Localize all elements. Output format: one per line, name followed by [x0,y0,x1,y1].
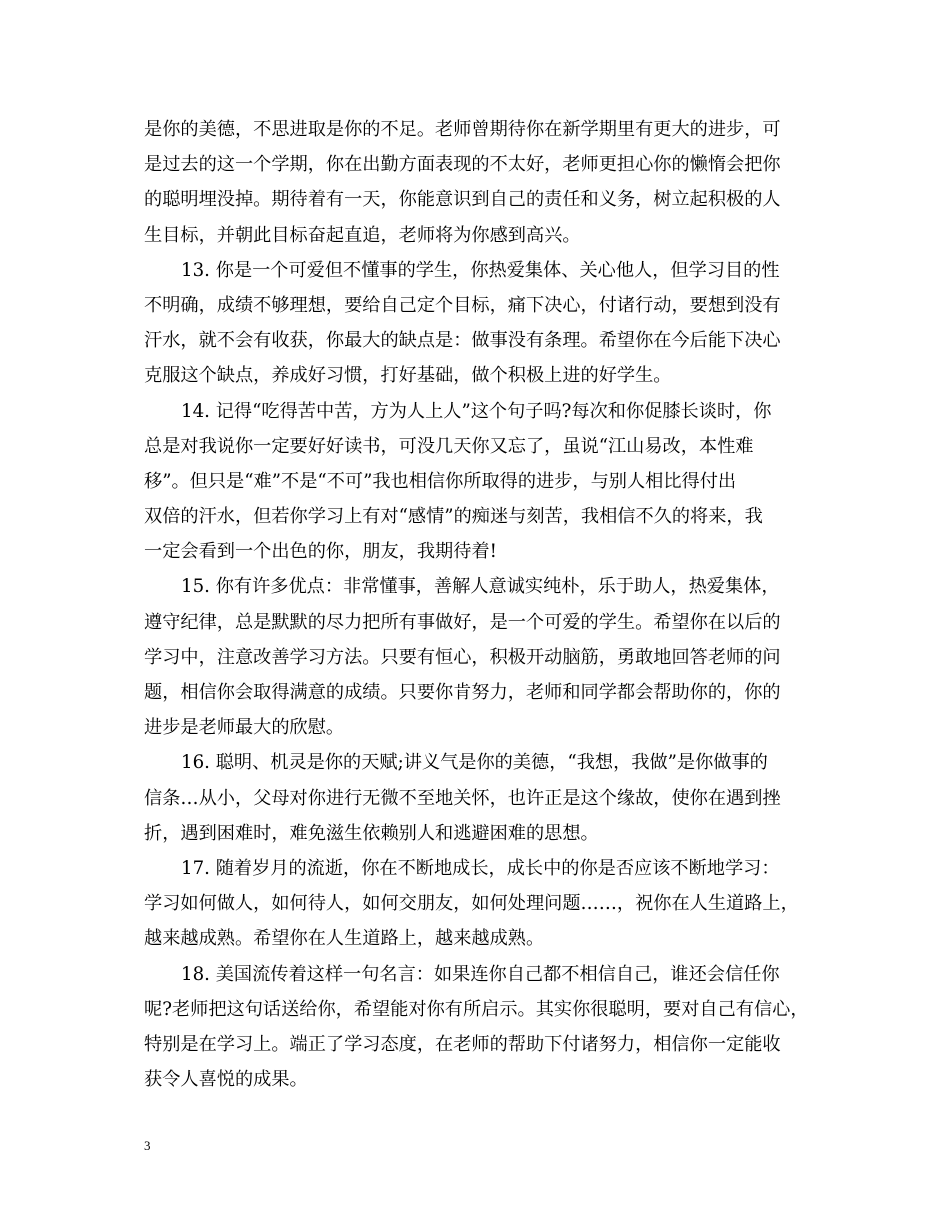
text-line: 是你的美德，不思进取是你的不足。老师曾期待你在新学期里有更大的进步，可 [144,119,781,140]
text-line: 一定会看到一个出色的你，朋友，我期待着! [144,541,497,563]
text-line: 特别是在学习上。端正了学习态度，在老师的帮助下付诸努力，相信你一定能收 [144,1033,781,1055]
text-line: 克服这个缺点，养成好习惯，打好基础，做个积极上进的好学生。 [144,365,672,387]
paragraph-start-line: 16. 聪明、机灵是你的天赋;讲义气是你的美德，“我想，我做”是你做事的 [181,752,768,774]
text-line: 汗水，就不会有收获，你最大的缺点是：做事没有条理。希望你在今后能下决心 [144,330,781,352]
paragraph-start-line: 18. 美国流传着这样一句名言：如果连你自己都不相信自己，谁还会信任你 [181,963,780,985]
paragraph-start-line: 13. 你是一个可爱但不懂事的学生，你热爱集体、关心他人，但学习目的性 [181,259,780,281]
text-line: 总是对我说你一定要好好读书，可没几天你又忘了，虽说“江山易改，本性难 [144,435,754,457]
text-line: 不明确，成绩不够理想，要给自己定个目标，痛下决心，付诸行动，要想到没有 [144,294,781,316]
text-line: 呢?老师把这句话送给你，希望能对你有所启示。其实你很聪明，要对自己有信心， [144,998,809,1020]
paragraph-start-line: 17. 随着岁月的流逝，你在不断地成长，成长中的你是否应该不断地学习： [181,857,780,879]
text-line: 是过去的这一个学期，你在出勤方面表现的不太好，老师更担心你的懒惰会把你 [144,154,781,176]
text-line: 越来越成熟。希望你在人生道路上，越来越成熟。 [144,928,545,950]
text-line: 移”。但只是“难”不是“不可”我也相信你所取得的进步，与别人相比得付出 [144,470,737,492]
text-line: 的聪明埋没掉。期待着有一天，你能意识到自己的责任和义务，树立起积极的人 [144,189,781,211]
page-number: 3 [144,1138,151,1153]
text-line: 进步是老师最大的欣慰。 [144,717,345,739]
text-line: 双倍的汗水，但若你学习上有对“感情”的痴迷与刻苦，我相信不久的将来，我 [144,506,763,528]
text-line: 题，相信你会取得满意的成绩。只要你肯努力，老师和同学都会帮助你的，你的 [144,682,781,703]
paragraph-start-line: 15. 你有许多优点：非常懂事，善解人意诚实纯朴，乐于助人，热爱集体， [181,576,780,598]
text-line: 获令人喜悦的成果。 [144,1069,308,1091]
text-line: 学习如何做人，如何待人，如何交朋友，如何处理问题……，祝你在人生道路上， [144,893,799,915]
document-body [144,112,808,1097]
paragraph-start-line: 14. 记得“吃得苦中苦，方为人上人”这个句子吗?每次和你促膝长谈时，你 [181,400,772,422]
text-line: 遵守纪律，总是默默的尽力把所有事做好，是一个可爱的学生。希望你在以后的 [144,611,781,633]
text-line: 生目标，并朝此目标奋起直追，老师将为你感到高兴。 [144,224,581,246]
text-line: 信条…从小，父母对你进行无微不至地关怀，也许正是这个缘故，使你在遇到挫 [144,787,781,809]
text-line: 折，遇到困难时，难免滋生依赖别人和逃避困难的思想。 [144,822,599,844]
text-line: 学习中，注意改善学习方法。只要有恒心，积极开动脑筋，勇敢地回答老师的问 [144,646,781,668]
